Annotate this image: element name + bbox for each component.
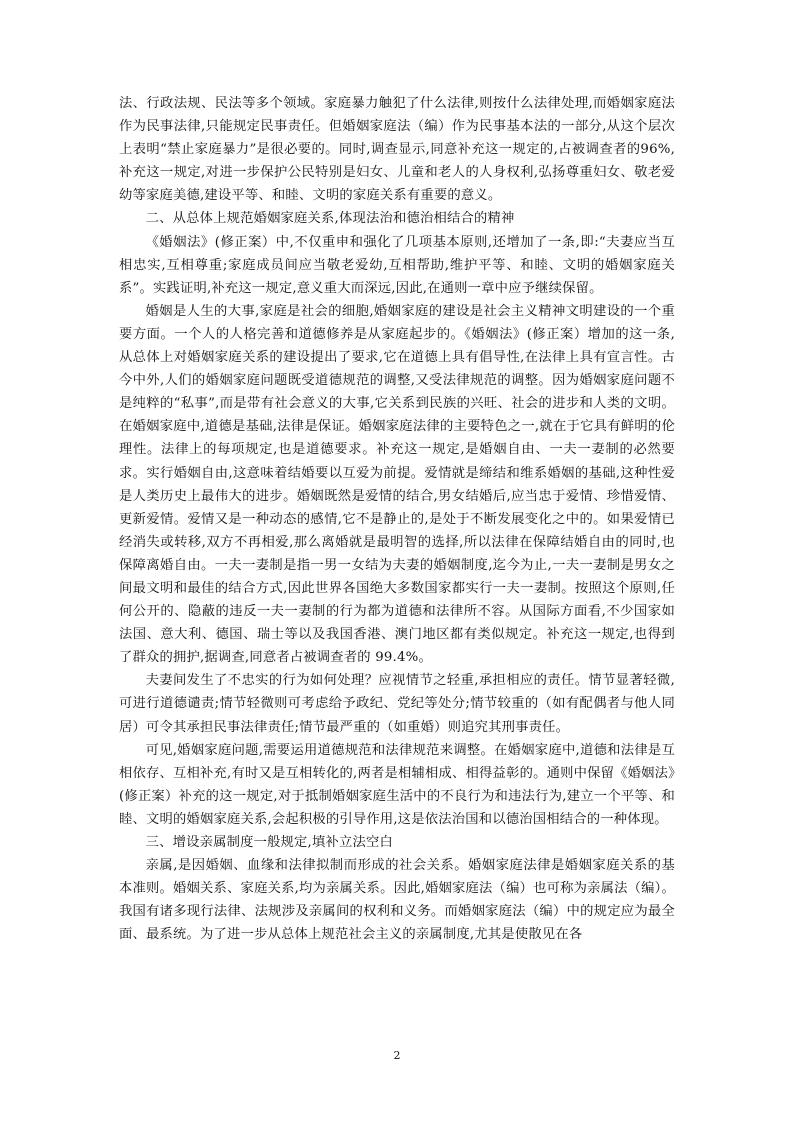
section-heading-3: 三、增设亲属制度一般规定,填补立法空白 (145, 835, 393, 850)
paragraph-morality-and-law: 可见,婚姻家庭问题,需要运用道德规范和法律规范来调整。在婚姻家庭中,道德和法律是互相依存、互相补充,有时又是互相转化的,两者是相辅相成、相得益彰的。通则中保留《婚姻法》(修正案）补充的这一规定,对于抵制婚姻家庭生活中的不良行为和违法行为,建立一个平等、和睦、文明的婚姻家庭关系,会起积极的引导作用,这是依法治国和以德治国相结合的一种体现。 (119, 742, 675, 827)
section-heading-2: 二、从总体上规范婚姻家庭关系,体现法治和德治相结合的精神 (145, 211, 515, 227)
paragraph-kinship-system: 亲属,是因婚姻、血缘和法律拟制而形成的社会关系。婚姻家庭法律是婚姻家庭关系的基本准则。婚姻关系、家庭关系,均为亲属关系。因此,婚姻家庭法（编）也可称为亲属法（编）。我国有诸多现行法律、法规涉及亲属间的权利和义务。而婚姻家庭法（编）中的规定应为最全面、最系统。为了进一步从总体上规范社会主义的亲属制度,尤其是使散见在各 (119, 858, 675, 943)
paragraph-domestic-violence-cont: 法、行政法规、民法等多个领域。家庭暴力触犯了什么法律,则按什么法律处理,而婚姻家庭法作为民事法律,只能规定民事责任。但婚姻家庭法（编）作为民事基本法的一部分,从这个层次上表明“禁止家庭暴力”是很必要的。同时,调查显示,同意补充这一规定的,占被调查者的96%,补充这一规定,对进一步保护公民特别是妇女、儿童和老人的人身权利,弘扬尊重妇女、敬老爱幼等家庭美德,建设平等、和睦、文明的家庭关系有重要的意义。 (119, 96, 675, 204)
paragraph-marriage-law-amendment: 《婚姻法》(修正案）中,不仅重申和强化了几项基本原则,还增加了一条,即:“夫妻应当互相忠实,互相尊重;家庭成员间应当敬老爱幼,互相帮助,维护平等、和睦、文明的婚姻家庭关系”。实践证明,补充这一规定,意义重大而深远,因此,在通则一章中应予继续保留。 (119, 234, 675, 296)
document-body (119, 92, 675, 946)
paragraph-marriage-ethics: 婚姻是人生的大事,家庭是社会的细胞,婚姻家庭的建设是社会主义精神文明建设的一个重要方面。一个人的人格完善和道德修养是从家庭起步的。《婚姻法》(修正案）增加的这一条,从总体上对婚姻家庭关系的建设提出了要求,它在道德上具有倡导性,在法律上具有宣言性。古今中外,人们的婚姻家庭问题既受道德规范的调整,又受法律规范的调整。因为婚姻家庭问题不是纯粹的“私事”,而是带有社会意义的大事,它关系到民族的兴旺、社会的进步和人类的文明。在婚姻家庭中,道德是基础,法律是保证。婚姻家庭法律的主要特色之一,就在于它具有鲜明的伦理性。法律上的每项规定,也是道德要求。补充这一规定,是婚姻自由、一夫一妻制的必然要求。实行婚姻自由,这意味着结婚要以互爱为前提。爱情就是缔结和维系婚姻的基础,这种性爱是人类历史上最伟大的进步。婚姻既然是爱情的结合,男女结婚后,应当忠于爱情、珍惜爱情、更新爱情。爱情又是一种动态的感情,它不是静止的,是处于不断发展变化之中的。如果爱情已经消失或转移,双方不再相爱,那么离婚就是最明智的选择,所以法律在保障结婚自由的同时,也保障离婚自由。一夫一妻制是指一男一女结为夫妻的婚姻制度,迄今为止,一夫一妻制是男女之间最文明和最佳的结合方式,因此世界各国绝大多数国家都实行一夫一妻制。按照这个原则,任何公开的、隐蔽的违反一夫一妻制的行为都为道德和法律所不容。从国际方面看,不少国家如法国、意大利、德国、瑞士等以及我国香港、澳门地区都有类似规定。补充这一规定,也得到了群众的拥护,据调查,同意者占被调查者的 99.4%。 (119, 303, 675, 666)
page-number: 2 (393, 1049, 401, 1062)
paragraph-infidelity-handling: 夫妻间发生了不忠实的行为如何处理？应视情节之轻重,承担相应的责任。情节显著轻微,可进行道德谴责;情节轻微则可考虑给予政纪、党纪等处分;情节较重的（如有配偶者与他人同居）可令其承担民事法律责任;情节最严重的（如重婚）则追究其刑事责任。 (119, 673, 675, 735)
